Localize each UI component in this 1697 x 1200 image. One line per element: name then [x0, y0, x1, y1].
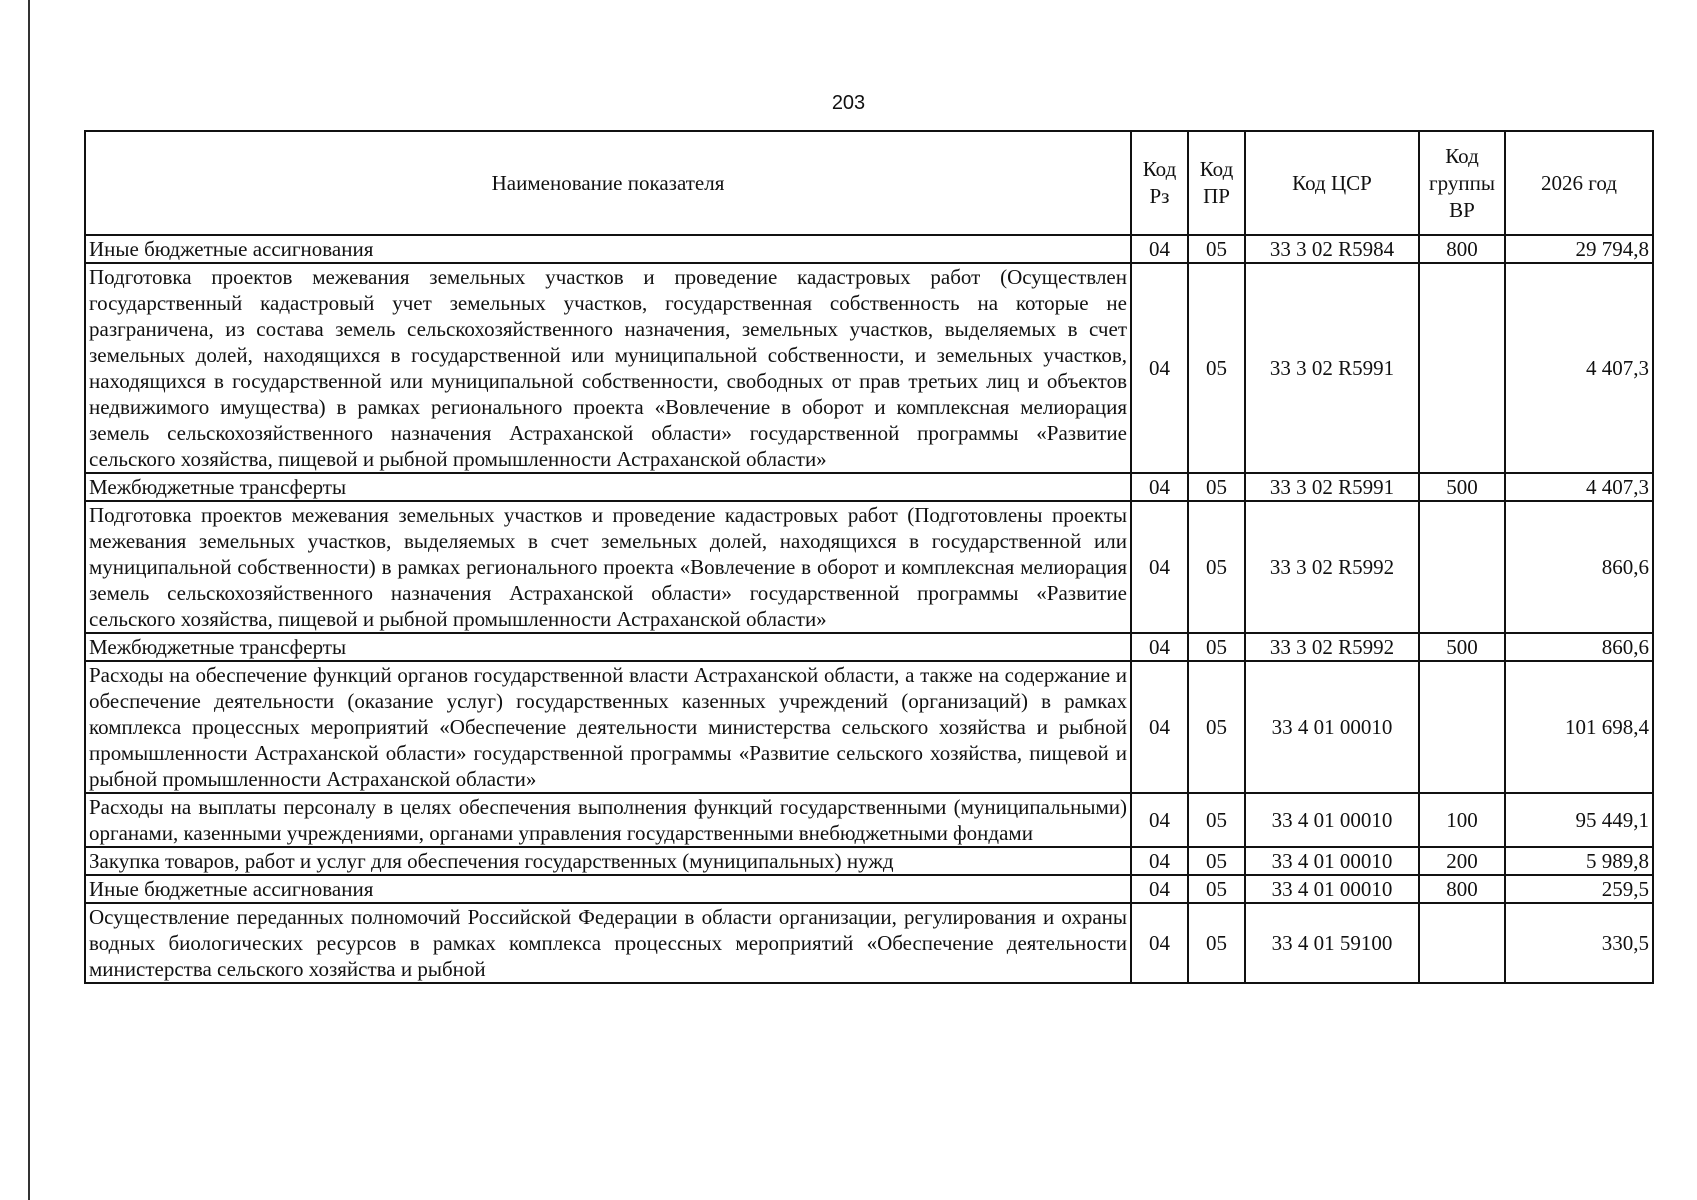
row-pr: 05 [1188, 875, 1245, 903]
row-pr: 05 [1188, 263, 1245, 473]
row-pr: 05 [1188, 473, 1245, 501]
left-margin-rule [28, 0, 30, 1200]
row-amount: 95 449,1 [1505, 793, 1653, 847]
row-vr [1419, 903, 1505, 983]
row-rz: 04 [1131, 633, 1188, 661]
row-amount: 330,5 [1505, 903, 1653, 983]
row-name: Осуществление переданных полномочий Российской Федерации в области организации, регулирования и охраны водных биологических ресурсов в рамках комплекса процессных мероприятий «Обеспечение деятельности министерства сельского хозяйства и рыбной [85, 903, 1131, 983]
row-rz: 04 [1131, 501, 1188, 633]
row-amount: 259,5 [1505, 875, 1653, 903]
row-vr [1419, 263, 1505, 473]
row-csr: 33 3 02 R5992 [1245, 501, 1419, 633]
header-name: Наименование показателя [85, 131, 1131, 235]
row-pr: 05 [1188, 793, 1245, 847]
row-vr: 800 [1419, 235, 1505, 263]
row-csr: 33 4 01 00010 [1245, 875, 1419, 903]
table-row [85, 633, 1653, 661]
row-amount: 29 794,8 [1505, 235, 1653, 263]
row-pr: 05 [1188, 501, 1245, 633]
table-row [85, 661, 1653, 793]
budget-table [84, 130, 1654, 984]
row-csr: 33 4 01 00010 [1245, 793, 1419, 847]
row-name: Расходы на выплаты персоналу в целях обеспечения выполнения функций государственными (муниципальными) органами, казенными учреждениями, органами управления государственными внебюджетными фондами [85, 793, 1131, 847]
row-amount: 860,6 [1505, 633, 1653, 661]
table-row [85, 473, 1653, 501]
row-amount: 101 698,4 [1505, 661, 1653, 793]
page-number: 203 [831, 92, 866, 114]
row-csr: 33 3 02 R5991 [1245, 263, 1419, 473]
row-rz: 04 [1131, 847, 1188, 875]
table-header-row [85, 131, 1653, 235]
table-row [85, 793, 1653, 847]
row-name: Подготовка проектов межевания земельных участков и проведение кадастровых работ (Осуществлен государственный кадастровый учет земельных участков, государственная собственность на которые не разграничена, из состава земель сельскохозяйственного назначения, земельных участков, выделяемых в счет земельных долей, находящихся в государственной или муниципальной собственности, и земельных участков, находящихся в государственной или муниципальной собственности, свободных от прав третьих лиц и объектов недвижимого имущества) в рамках регионального проекта «Вовлечение в оборот и комплексная мелиорация земель сельскохозяйственного назначения Астраханской области» государственной программы «Развитие сельского хозяйства, пищевой и рыбной промышленности Астраханской области» [85, 263, 1131, 473]
row-pr: 05 [1188, 633, 1245, 661]
row-amount: 4 407,3 [1505, 263, 1653, 473]
row-csr: 33 4 01 00010 [1245, 661, 1419, 793]
row-vr: 500 [1419, 473, 1505, 501]
row-vr: 200 [1419, 847, 1505, 875]
row-name: Межбюджетные трансферты [85, 633, 1131, 661]
row-vr [1419, 501, 1505, 633]
row-vr: 100 [1419, 793, 1505, 847]
row-csr: 33 3 02 R5992 [1245, 633, 1419, 661]
table-row [85, 263, 1653, 473]
row-rz: 04 [1131, 661, 1188, 793]
header-csr: Код ЦСР [1245, 131, 1419, 235]
table-row [85, 903, 1653, 983]
row-rz: 04 [1131, 875, 1188, 903]
row-csr: 33 4 01 59100 [1245, 903, 1419, 983]
header-vr: Код группы ВР [1419, 131, 1505, 235]
table-row [85, 847, 1653, 875]
row-pr: 05 [1188, 903, 1245, 983]
table-row [85, 235, 1653, 263]
row-rz: 04 [1131, 263, 1188, 473]
row-rz: 04 [1131, 473, 1188, 501]
row-name: Иные бюджетные ассигнования [85, 235, 1131, 263]
row-name: Иные бюджетные ассигнования [85, 875, 1131, 903]
row-rz: 04 [1131, 903, 1188, 983]
row-name: Межбюджетные трансферты [85, 473, 1131, 501]
table-row [85, 875, 1653, 903]
row-amount: 4 407,3 [1505, 473, 1653, 501]
row-vr: 500 [1419, 633, 1505, 661]
header-year: 2026 год [1505, 131, 1653, 235]
row-csr: 33 3 02 R5991 [1245, 473, 1419, 501]
row-amount: 5 989,8 [1505, 847, 1653, 875]
row-pr: 05 [1188, 661, 1245, 793]
row-pr: 05 [1188, 235, 1245, 263]
row-rz: 04 [1131, 235, 1188, 263]
row-name: Расходы на обеспечение функций органов государственной власти Астраханской области, а также на содержание и обеспечение деятельности (оказание услуг) государственных казенных учреждений (организаций) в рамках комплекса процессных мероприятий «Обеспечение деятельности министерства сельского хозяйства и рыбной промышленности Астраханской области» государственной программы «Развитие сельского хозяйства, пищевой и рыбной промышленности Астраханской области» [85, 661, 1131, 793]
row-name: Подготовка проектов межевания земельных участков и проведение кадастровых работ (Подготовлены проекты межевания земельных участков, выделяемых в счет земельных долей, находящихся в государственной или муниципальной собственности) в рамках регионального проекта «Вовлечение в оборот и комплексная мелиорация земель сельскохозяйственного назначения Астраханской области» государственной программы «Развитие сельского хозяйства, пищевой и рыбной промышленности Астраханской области» [85, 501, 1131, 633]
row-amount: 860,6 [1505, 501, 1653, 633]
row-vr: 800 [1419, 875, 1505, 903]
row-name: Закупка товаров, работ и услуг для обеспечения государственных (муниципальных) нужд [85, 847, 1131, 875]
row-csr: 33 3 02 R5984 [1245, 235, 1419, 263]
row-csr: 33 4 01 00010 [1245, 847, 1419, 875]
header-pr: Код ПР [1188, 131, 1245, 235]
header-rz: Код Рз [1131, 131, 1188, 235]
row-pr: 05 [1188, 847, 1245, 875]
row-vr [1419, 661, 1505, 793]
table-row [85, 501, 1653, 633]
row-rz: 04 [1131, 793, 1188, 847]
